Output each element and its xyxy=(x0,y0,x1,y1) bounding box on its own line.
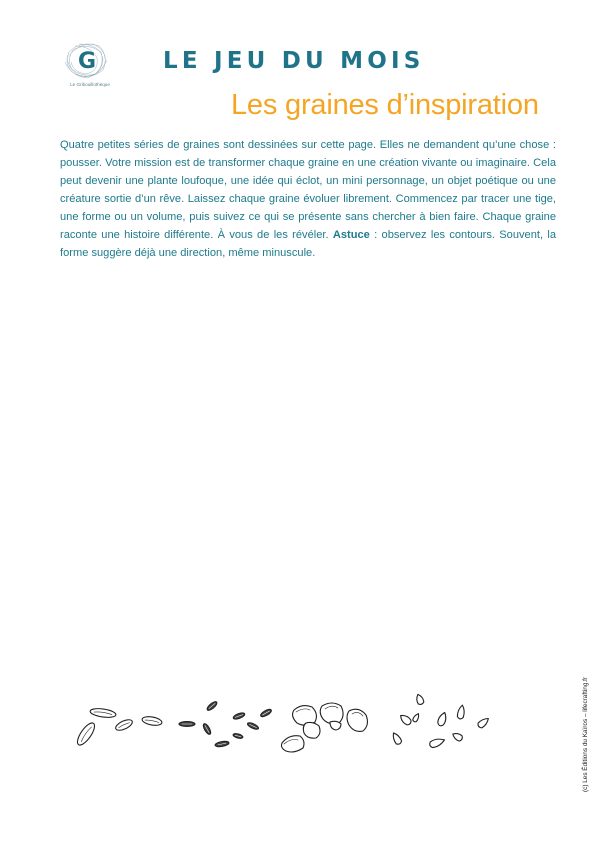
svg-text:G: G xyxy=(78,49,97,74)
instructions-paragraph xyxy=(60,136,556,262)
instructions-text-1: Quatre petites séries de graines sont dessinées sur cette page. Elles ne demandent qu’une chose : pousser. Votre mission est de transformer chaque graine en une création vivante ou imaginaire. Cela peut devenir une plante loufoque, une idée qui éclot, un mini personnage, un objet poétique ou une créature sortie d’un rêve. Laissez chaque graine évoluer librement. Commencez par tracer une tige, une forme ou un volume, puis suivez ce qui se présente sans chercher à bien faire. Chaque graine raconte une histoire différente. À vous de les révéler. xyxy=(60,139,556,241)
scribble-g-logo-icon xyxy=(61,40,111,80)
logo-caption: Le Gribouillothèque xyxy=(70,82,110,87)
seed-series-4 xyxy=(391,693,491,748)
gribouillotheque-logo xyxy=(58,40,114,90)
page-title: LE JEU DU MOIS xyxy=(163,48,425,74)
seed-series-1 xyxy=(74,707,162,747)
page-subtitle: Les graines d’inspiration xyxy=(231,89,539,121)
seed-illustrations xyxy=(60,688,500,758)
instructions-text-2: : observez les contours. Souvent, la forme suggère déjà une direction, même minuscule. xyxy=(60,229,556,259)
copyright-notice: (c) Les Éditions du Kaïros – lifecrafting.fr xyxy=(582,676,589,792)
seed-series-2 xyxy=(179,700,272,747)
seed-series-3 xyxy=(282,703,368,752)
astuce-label: Astuce xyxy=(332,229,370,241)
